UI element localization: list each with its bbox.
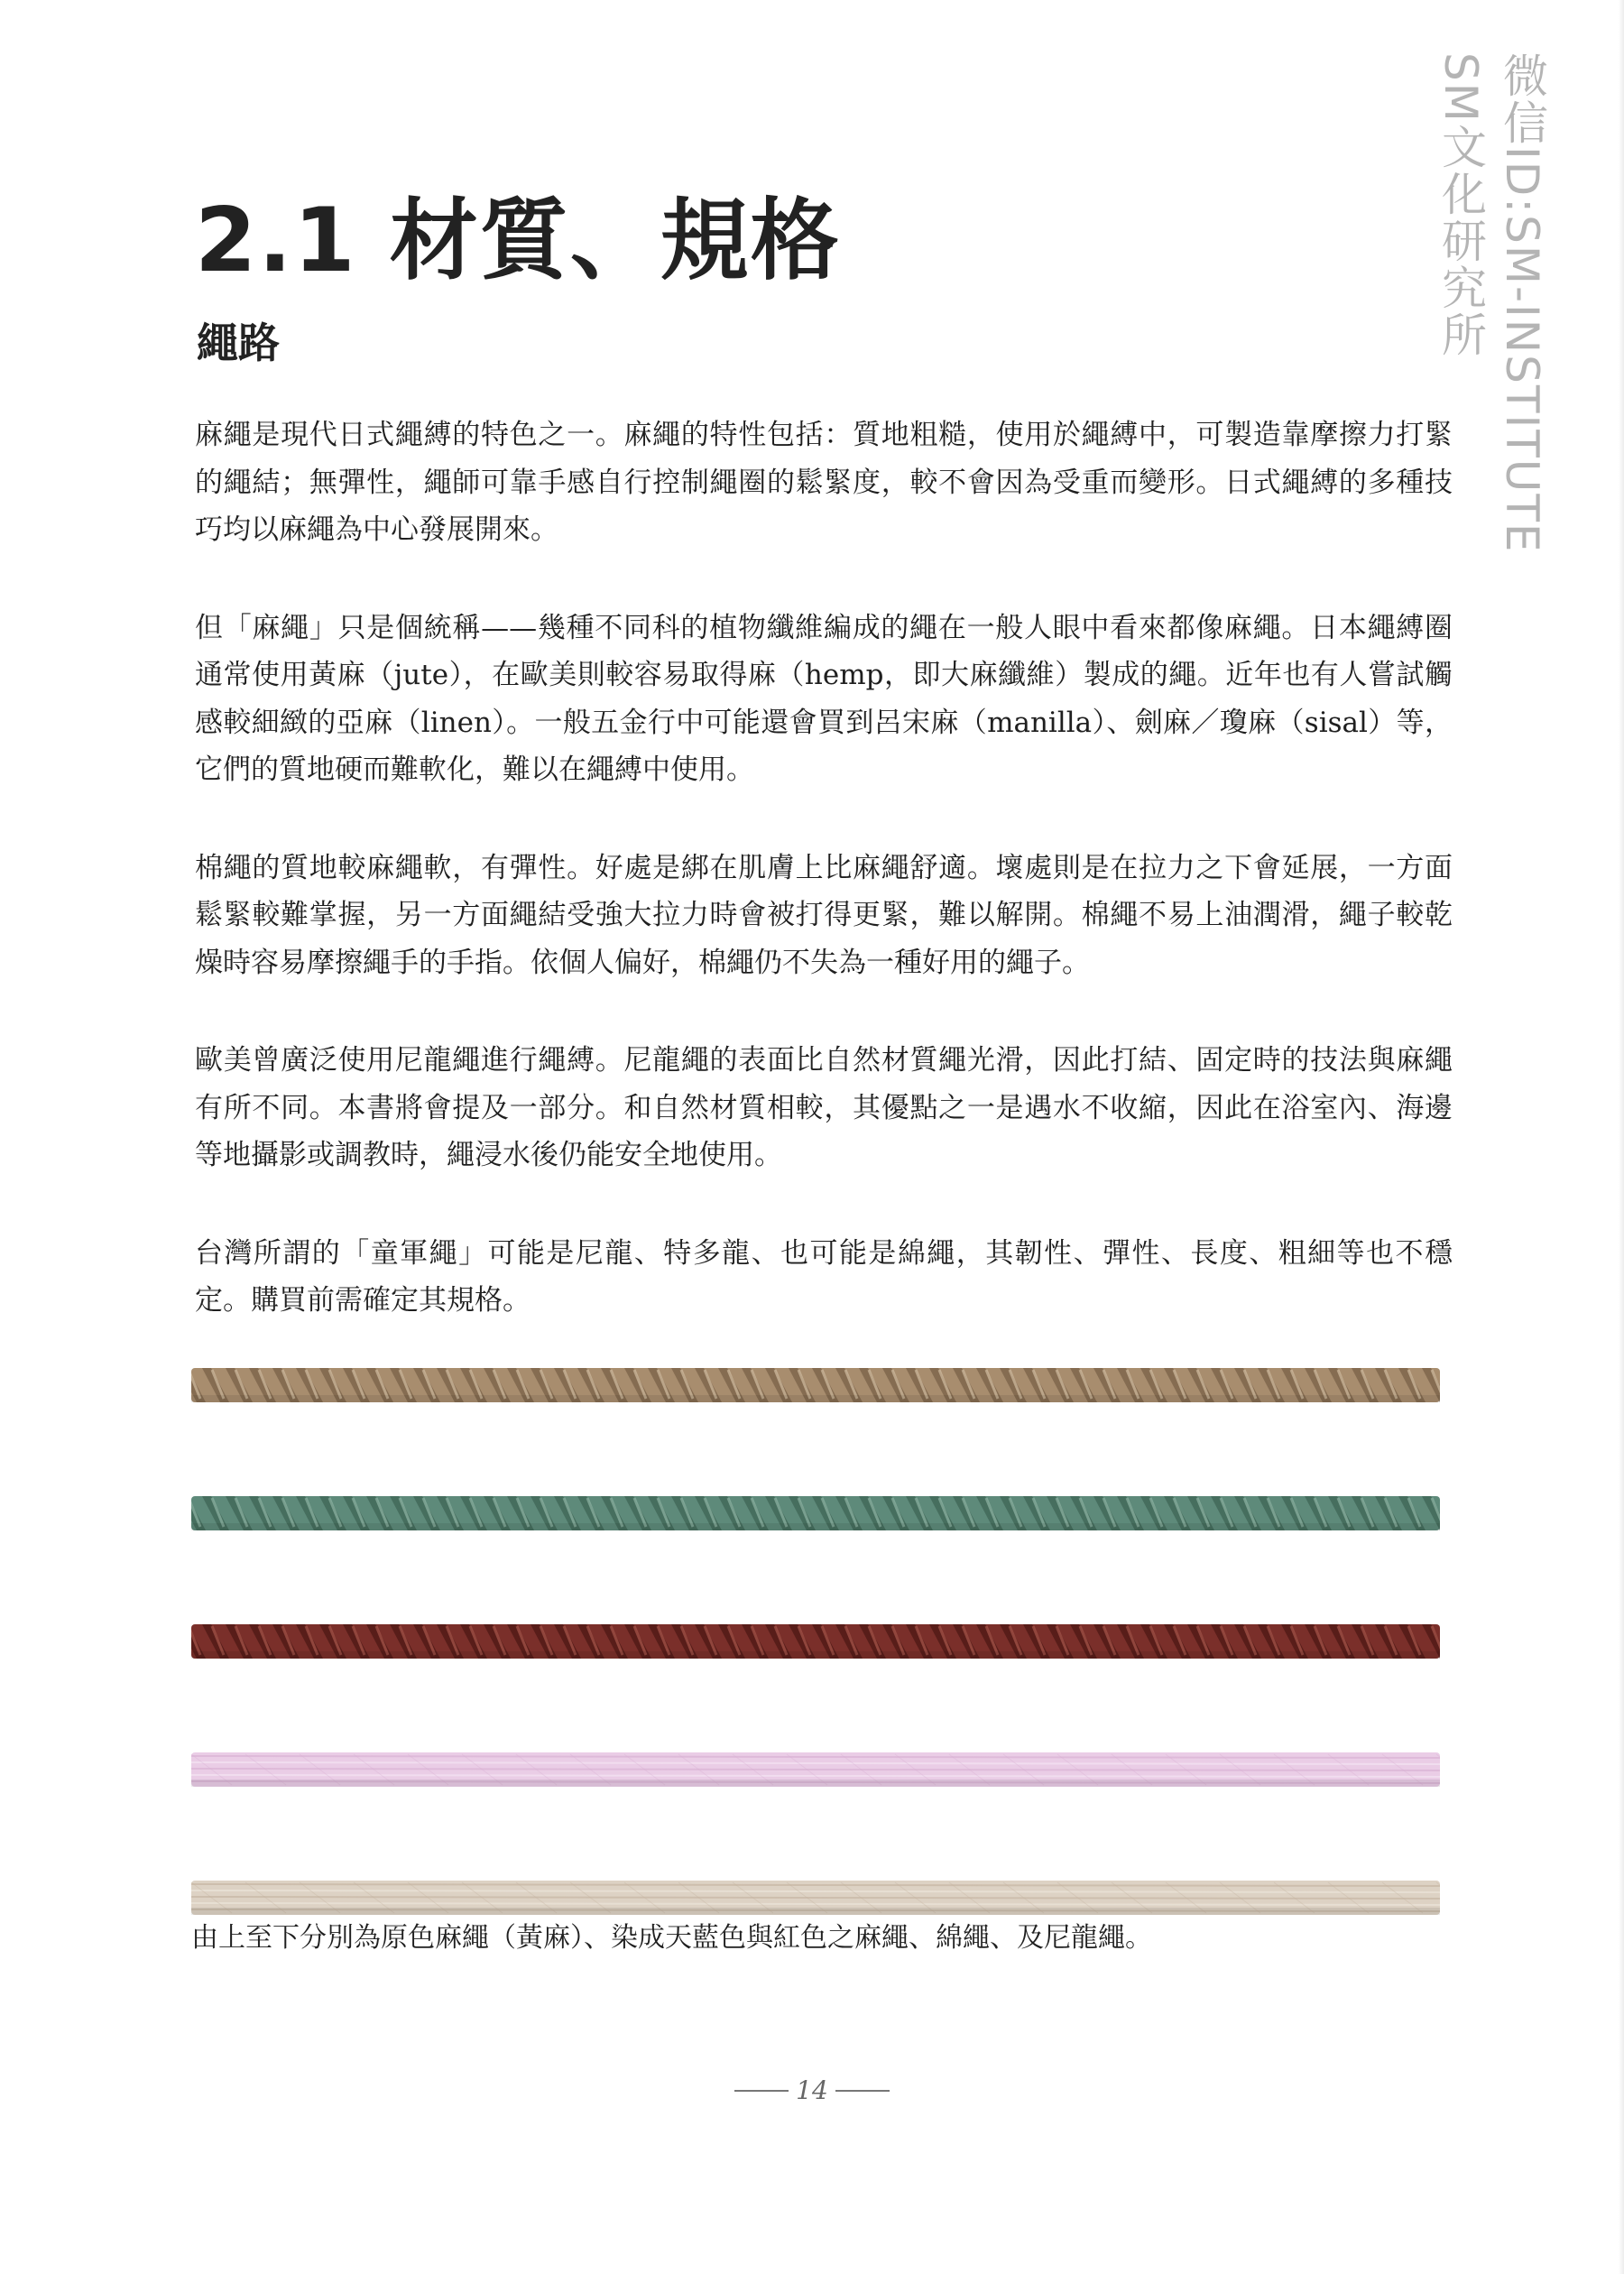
figure-caption: 由上至下分別為原色麻繩（黃麻）、染成天藍色與紅色之麻繩、綿繩、及尼龍繩。 (191, 1922, 1152, 1954)
page-number: 14 (796, 2075, 828, 2105)
rope-image-natural-jute (191, 1363, 1440, 1408)
watermark-line-1: 微信ID:SM-INSTITUTE (1496, 52, 1548, 554)
section-heading: 繩路 (197, 319, 280, 367)
rope-sample-nylon (191, 1875, 1440, 1920)
paragraph-2: 但「麻繩」只是個統稱——幾種不同科的植物纖維編成的繩在一般人眼中看來都像麻繩。日本繩縛圈通常使用黃麻（jute），在歐美則較容易取得麻（hemp，即大麻纖維）製成的繩。近年也有人嘗試觸感較細緻的亞麻（linen）。一般五金行中可能還會買到呂宋麻（manilla）、劍麻／瓊麻（sisal）等，它們的質地硬而難軟化，難以在繩縛中使用。 (195, 611, 1453, 786)
rope-sample-red-dyed (191, 1619, 1440, 1664)
rope-image-sky-blue-dyed (191, 1491, 1440, 1536)
paragraph-3: 棉繩的質地較麻繩軟，有彈性。好處是綁在肌膚上比麻繩舒適。壞處則是在拉力之下會延展，一方面鬆緊較難掌握，另一方面繩結受強大拉力時會被打得更緊，難以解開。棉繩不易上油潤滑，繩子較乾燥時容易摩擦繩手的手指。依個人偏好，棉繩仍不失為一種好用的繩子。 (195, 851, 1453, 979)
body-text (195, 411, 1453, 1375)
rope-image-nylon (191, 1875, 1440, 1920)
rope-sample-sky-blue-dyed (191, 1491, 1440, 1536)
page-edge-shadow (1619, 0, 1624, 2274)
page-number-footer (0, 2075, 1624, 2105)
rope-image-cotton (191, 1747, 1440, 1792)
page-number-rule-right (835, 2090, 890, 2092)
rope-samples-figure (191, 1363, 1440, 1920)
page-number-rule-left (734, 2090, 789, 2092)
paragraph-4: 歐美曾廣泛使用尼龍繩進行繩縛。尼龍繩的表面比自然材質繩光滑，因此打結、固定時的技法與麻繩有所不同。本書將會提及一部分。和自然材質相較，其優點之一是遇水不收縮，因此在浴室內、海邊等地攝影或調教時，繩浸水後仍能安全地使用。 (195, 1044, 1453, 1171)
chapter-title: 2.1 材質、規格 (195, 190, 841, 292)
rope-image-red-dyed (191, 1619, 1440, 1664)
paragraph-1: 麻繩是現代日式繩縛的特色之一。麻繩的特性包括：質地粗糙，使用於繩縛中，可製造靠摩擦力打緊的繩結；無彈性，繩師可靠手感自行控制繩圈的鬆緊度，較不會因為受重而變形。日式繩縛的多種技巧均以麻繩為中心發展開來。 (195, 419, 1453, 546)
paragraph-5: 台灣所謂的「童軍繩」可能是尼龍、特多龍、也可能是綿繩，其韌性、彈性、長度、粗細等也不穩定。購買前需確定其規格。 (195, 1236, 1453, 1317)
rope-sample-cotton (191, 1747, 1440, 1792)
rope-sample-natural-jute (191, 1363, 1440, 1408)
watermark-line-2: SM文化研究所 (1435, 52, 1487, 358)
